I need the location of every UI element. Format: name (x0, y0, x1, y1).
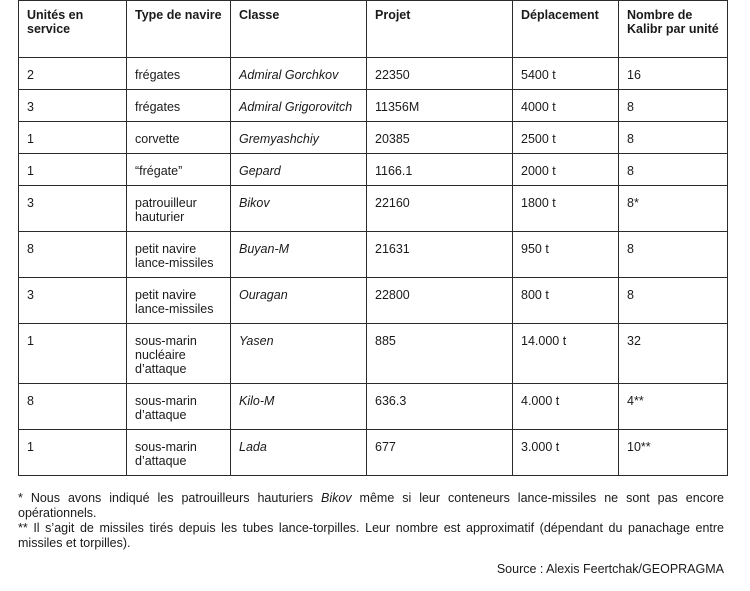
table-header-row (19, 1, 728, 58)
table-row (19, 154, 728, 186)
cell-units: 1 (19, 122, 127, 154)
cell-kalibr: 16 (619, 58, 728, 90)
table-row (19, 324, 728, 384)
cell-displacement: 14.000 t (513, 324, 619, 384)
cell-class: Gepard (231, 154, 367, 186)
cell-type: sous-marin nucléaire d’attaque (127, 324, 231, 384)
cell-project: 20385 (367, 122, 513, 154)
cell-units: 3 (19, 278, 127, 324)
cell-type: sous-marin d’attaque (127, 384, 231, 430)
cell-displacement: 1800 t (513, 186, 619, 232)
cell-class: Admiral Gorchkov (231, 58, 367, 90)
cell-units: 8 (19, 232, 127, 278)
cell-displacement: 950 t (513, 232, 619, 278)
header-displacement: Déplacement (513, 1, 619, 58)
table-row (19, 58, 728, 90)
cell-kalibr: 8 (619, 90, 728, 122)
cell-project: 22350 (367, 58, 513, 90)
cell-kalibr: 8 (619, 122, 728, 154)
cell-kalibr: 8* (619, 186, 728, 232)
cell-units: 3 (19, 90, 127, 122)
cell-class: Bikov (231, 186, 367, 232)
table-row (19, 384, 728, 430)
cell-class: Lada (231, 430, 367, 476)
footnote-1-text-end: même si leur conteneurs lance-missiles ne sont pas encore opérationnels. (18, 491, 724, 520)
cell-project: 22160 (367, 186, 513, 232)
header-project: Projet (367, 1, 513, 58)
cell-kalibr: 4** (619, 384, 728, 430)
cell-units: 8 (19, 384, 127, 430)
cell-kalibr: 8 (619, 232, 728, 278)
cell-displacement: 2500 t (513, 122, 619, 154)
source-credit: Source : Alexis Feertchak/GEOPRAGMA (496, 562, 724, 576)
cell-project: 885 (367, 324, 513, 384)
footnote-1-text: * Nous avons indiqué les patrouilleurs hauturiers (18, 491, 322, 505)
cell-project: 677 (367, 430, 513, 476)
table-row (19, 430, 728, 476)
cell-displacement: 4.000 t (513, 384, 619, 430)
cell-units: 1 (19, 324, 127, 384)
header-ship-type: Type de navire (127, 1, 231, 58)
footnote-2: ** Il s’agit de missiles tirés depuis les tubes lance-torpilles. Leur nombre est approximatif (dépendant du panachage entre missiles et torpilles). (18, 521, 724, 550)
cell-kalibr: 8 (619, 154, 728, 186)
table-row (19, 186, 728, 232)
table-row (19, 232, 728, 278)
cell-class: Kilo-M (231, 384, 367, 430)
cell-class: Gremyashchiy (231, 122, 367, 154)
cell-class: Buyan-M (231, 232, 367, 278)
cell-displacement: 3.000 t (513, 430, 619, 476)
cell-type: sous-marin d’attaque (127, 430, 231, 476)
cell-displacement: 4000 t (513, 90, 619, 122)
cell-units: 1 (19, 430, 127, 476)
cell-type: frégates (127, 58, 231, 90)
cell-class: Ouragan (231, 278, 367, 324)
cell-project: 11356M (367, 90, 513, 122)
table-row (19, 278, 728, 324)
cell-project: 22800 (367, 278, 513, 324)
cell-class: Yasen (231, 324, 367, 384)
footnote-1 (18, 491, 724, 521)
header-class: Classe (231, 1, 367, 58)
footnotes (18, 491, 724, 551)
cell-kalibr: 32 (619, 324, 728, 384)
cell-project: 21631 (367, 232, 513, 278)
cell-kalibr: 10** (619, 430, 728, 476)
cell-type: “frégate” (127, 154, 231, 186)
cell-kalibr: 8 (619, 278, 728, 324)
kalibr-ships-table (18, 0, 728, 476)
cell-units: 2 (19, 58, 127, 90)
cell-type: frégates (127, 90, 231, 122)
table-row (19, 90, 728, 122)
cell-units: 3 (19, 186, 127, 232)
cell-type: corvette (127, 122, 231, 154)
cell-project: 1166.1 (367, 154, 513, 186)
cell-units: 1 (19, 154, 127, 186)
cell-project: 636.3 (367, 384, 513, 430)
cell-displacement: 800 t (513, 278, 619, 324)
cell-type: petit navire lance-missiles (127, 278, 231, 324)
header-units-in-service: Unités en service (19, 1, 127, 58)
cell-displacement: 2000 t (513, 154, 619, 186)
cell-type: petit navire lance-missiles (127, 232, 231, 278)
header-kalibr-per-unit: Nombre de Kalibr par unité (619, 1, 728, 58)
footnote-1-class-name: Bikov (321, 491, 352, 505)
cell-class: Admiral Grigorovitch (231, 90, 367, 122)
table-row (19, 122, 728, 154)
cell-displacement: 5400 t (513, 58, 619, 90)
cell-type: patrouilleur hauturier (127, 186, 231, 232)
